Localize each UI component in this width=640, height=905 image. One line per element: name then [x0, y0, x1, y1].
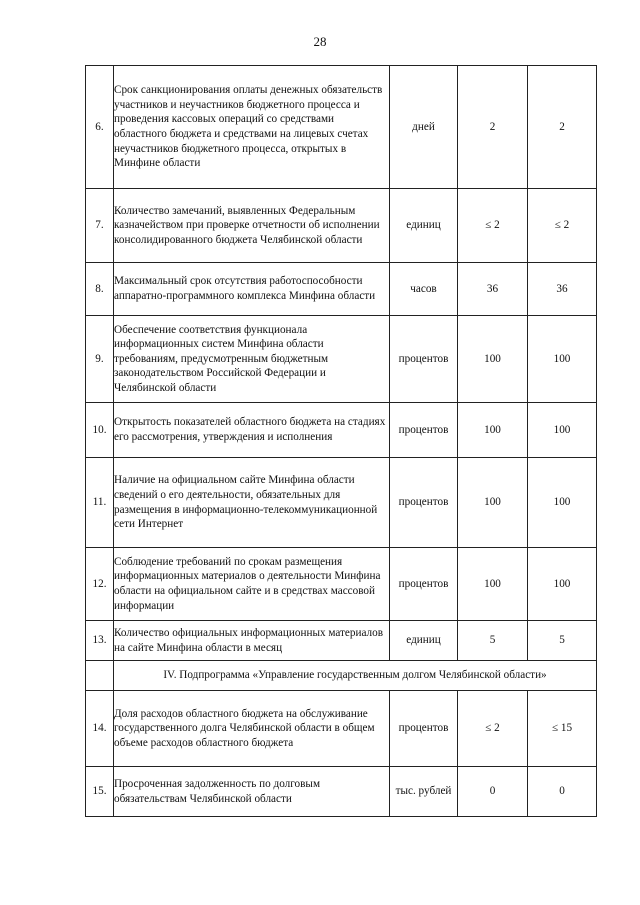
table-row	[86, 403, 597, 458]
indicator-value-2: 0	[528, 767, 597, 817]
indicator-unit: процентов	[390, 316, 458, 403]
indicator-value-1: 36	[458, 263, 528, 316]
table-row	[86, 189, 597, 263]
indicator-value-1: 0	[458, 767, 528, 817]
indicator-unit: тыс. рублей	[390, 767, 458, 817]
indicator-value-2: 5	[528, 621, 597, 661]
row-number: 7.	[86, 189, 114, 263]
indicator-value-1: ≤ 2	[458, 691, 528, 767]
indicators-table	[85, 65, 597, 817]
table-row	[86, 66, 597, 189]
indicator-value-2: 36	[528, 263, 597, 316]
row-number: 6.	[86, 66, 114, 189]
indicator-value-2: 2	[528, 66, 597, 189]
row-number: 13.	[86, 621, 114, 661]
table-row	[86, 767, 597, 817]
indicator-name: Срок санкционирования оплаты денежных обязательств участников и неучастников бюджетного процесса и проведения кассовых операций со средствами областного бюджета и средствами на лицевых счетах неучастников бюджетного процесса, открытых в Минфине области	[114, 66, 390, 189]
indicator-name: Доля расходов областного бюджета на обслуживание государственного долга Челябинской области в общем объеме расходов областного бюджета	[114, 691, 390, 767]
row-number: 8.	[86, 263, 114, 316]
indicator-unit: единиц	[390, 621, 458, 661]
section-heading: IV. Подпрограмма «Управление государственным долгом Челябинской области»	[114, 661, 597, 691]
indicator-value-2: 100	[528, 458, 597, 548]
indicator-unit: дней	[390, 66, 458, 189]
indicator-value-1: ≤ 2	[458, 189, 528, 263]
row-number: 15.	[86, 767, 114, 817]
table-row	[86, 621, 597, 661]
indicator-value-2: 100	[528, 403, 597, 458]
table-row	[86, 316, 597, 403]
table-row	[86, 458, 597, 548]
indicator-unit: процентов	[390, 458, 458, 548]
row-number: 14.	[86, 691, 114, 767]
indicator-value-1: 5	[458, 621, 528, 661]
section-row	[86, 661, 597, 691]
indicator-unit: процентов	[390, 691, 458, 767]
indicator-unit: часов	[390, 263, 458, 316]
indicator-value-1: 100	[458, 316, 528, 403]
row-number: 12.	[86, 548, 114, 621]
indicator-value-1: 100	[458, 548, 528, 621]
indicator-unit: процентов	[390, 548, 458, 621]
table-row	[86, 263, 597, 316]
indicator-value-1: 100	[458, 458, 528, 548]
indicator-name: Количество замечаний, выявленных Федеральным казначейством при проверке отчетности об исполнении консолидированного бюджета Челябинской области	[114, 189, 390, 263]
table-row	[86, 548, 597, 621]
row-number: 9.	[86, 316, 114, 403]
indicator-value-2: 100	[528, 316, 597, 403]
indicator-name: Наличие на официальном сайте Минфина области сведений о его деятельности, обязательных для размещения в информационно-телекоммуникационной сети Интернет	[114, 458, 390, 548]
indicator-name: Соблюдение требований по срокам размещения информационных материалов о деятельности Минфина области на официальном сайте и в средствах массовой информации	[114, 548, 390, 621]
indicator-value-1: 2	[458, 66, 528, 189]
indicator-name: Просроченная задолженность по долговым обязательствам Челябинской области	[114, 767, 390, 817]
indicator-unit: единиц	[390, 189, 458, 263]
indicator-value-2: ≤ 2	[528, 189, 597, 263]
table-row	[86, 691, 597, 767]
indicator-value-2: ≤ 15	[528, 691, 597, 767]
indicator-name: Количество официальных информационных материалов на сайте Минфина области в месяц	[114, 621, 390, 661]
indicator-value-1: 100	[458, 403, 528, 458]
indicator-value-2: 100	[528, 548, 597, 621]
page-number: 28	[313, 34, 327, 49]
row-number: 10.	[86, 403, 114, 458]
section-spacer	[86, 661, 114, 691]
row-number: 11.	[86, 458, 114, 548]
indicator-name: Максимальный срок отсутствия работоспособности аппаратно-программного комплекса Минфина области	[114, 263, 390, 316]
indicator-name: Обеспечение соответствия функционала информационных систем Минфина области требованиям, предусмотренным бюджетным законодательством Российской Федерации и Челябинской области	[114, 316, 390, 403]
indicator-unit: процентов	[390, 403, 458, 458]
indicator-name: Открытость показателей областного бюджета на стадиях его рассмотрения, утверждения и исполнения	[114, 403, 390, 458]
